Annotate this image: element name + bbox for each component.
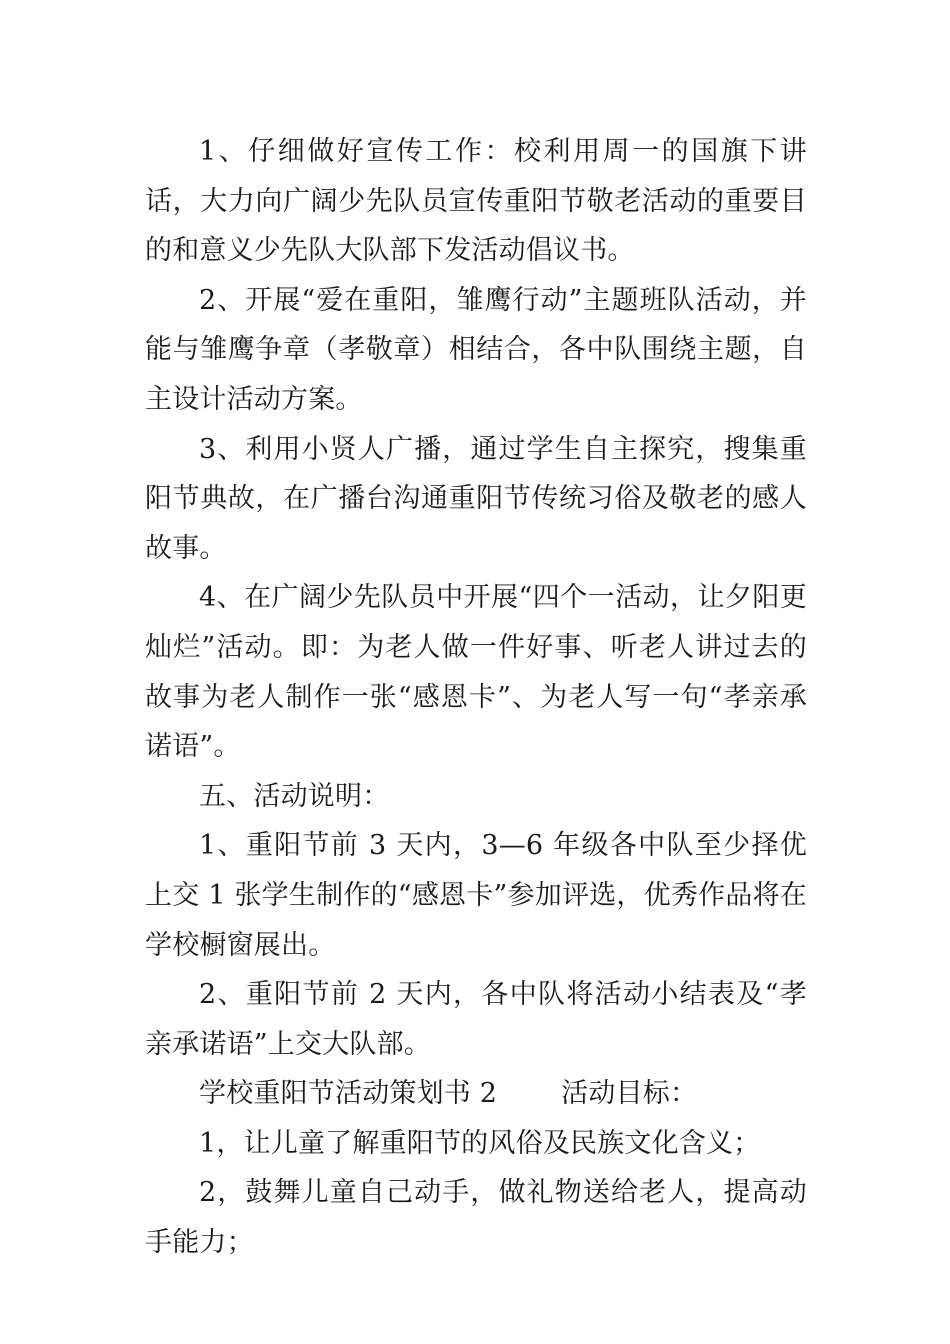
paragraph-theme-activity: 2、开展“爱在重阳，雏鹰行动”主题班队活动，并能与雏鹰争章（孝敬章）相结合，各中队围绕主题，自主设计活动方案。 bbox=[145, 284, 807, 415]
paragraph-publicity: 1、仔细做好宣传工作：校利用周一的国旗下讲话，大力向广阔少先队员宣传重阳节敬老活动的重要目的和意义少先队大队部下发活动倡议书。 bbox=[145, 136, 807, 267]
paragraph-summary-submission: 2、重阳节前 2 天内，各中队将活动小结表及“孝亲承诺语”上交大队部。 bbox=[145, 979, 807, 1060]
section-title: 学校重阳节活动策划书 2 bbox=[199, 1078, 498, 1110]
goal-item: 2，鼓舞儿童自己动手，做礼物送给老人，提高动手能力； bbox=[145, 1177, 807, 1259]
paragraph-four-ones: 4、在广阔少先队员中开展“四个一活动，让夕阳更灿烂”活动。即：为老人做一件好事、听老人讲过去的故事为老人制作一张“感恩卡”、为老人写一句“孝亲承诺语”。 bbox=[145, 582, 807, 763]
section-subtitle: 活动目标： bbox=[561, 1078, 698, 1110]
section-heading bbox=[145, 1069, 807, 1119]
paragraph-section-five: 五、活动说明： bbox=[199, 780, 390, 812]
document-body bbox=[145, 127, 807, 1268]
paragraph-broadcast: 3、利用小贤人广播，通过学生自主探究，搜集重阳节典故，在广播台沟通重阳节传统习俗及敬老的感人故事。 bbox=[145, 433, 807, 564]
goal-item: 1，让儿童了解重阳节的风俗及民族文化含义； bbox=[199, 1127, 761, 1159]
paragraph-card-submission: 1、重阳节前 3 天内，3—6 年级各中队至少择优上交 1 张学生制作的“感恩卡”参加评选，优秀作品将在学校橱窗展出。 bbox=[145, 830, 807, 961]
